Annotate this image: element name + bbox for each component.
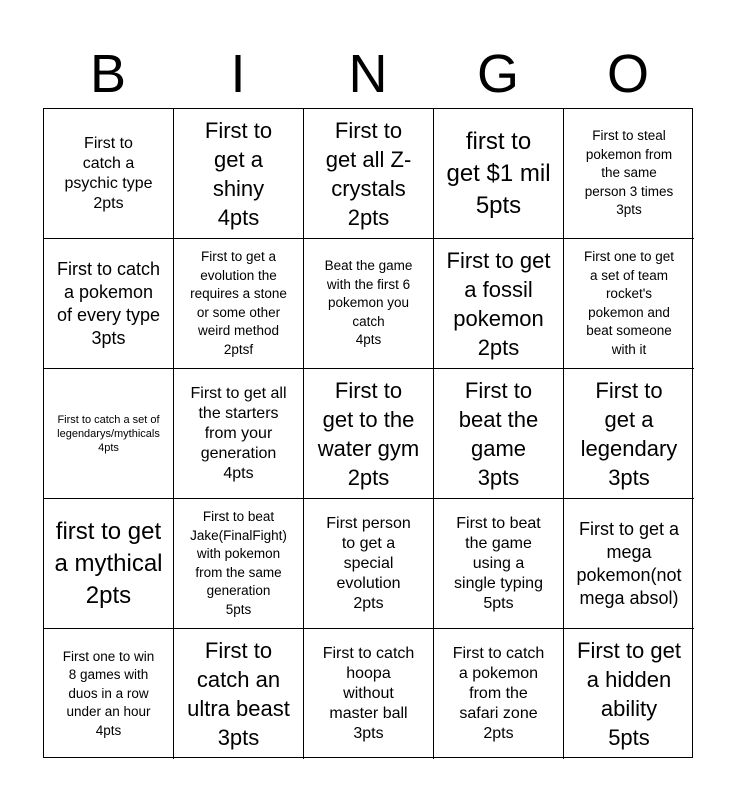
bingo-cell[interactable]: First to steal pokemon from the same person 3 times 3pts: [564, 109, 694, 239]
bingo-cell[interactable]: First one to win 8 games with duos in a row under an hour 4pts: [44, 629, 174, 759]
bingo-cell[interactable]: First to beat the game 3pts: [434, 369, 564, 499]
bingo-cell[interactable]: First to get to the water gym 2pts: [304, 369, 434, 499]
header-letter-i: I: [230, 44, 246, 104]
bingo-cell[interactable]: Beat the game with the first 6 pokemon you catch 4pts: [304, 239, 434, 369]
bingo-cell[interactable]: First to get a mega pokemon(not mega absol): [564, 499, 694, 629]
bingo-cell[interactable]: First to get a evolution the requires a stone or some other weird method 2ptsf: [174, 239, 304, 369]
bingo-cell[interactable]: First to catch a pokemon from the safari zone 2pts: [434, 629, 564, 759]
bingo-cell[interactable]: First to catch hoopa without master ball 3pts: [304, 629, 434, 759]
bingo-cell[interactable]: First to beat the game using a single typing 5pts: [434, 499, 564, 629]
bingo-cell[interactable]: First to catch a psychic type 2pts: [44, 109, 174, 239]
bingo-cell[interactable]: First to get a hidden ability 5pts: [577, 638, 681, 750]
bingo-cell[interactable]: First to catch a set of legendarys/mythicals 4pts: [44, 369, 174, 499]
bingo-cell[interactable]: first to get $1 mil 5pts: [434, 109, 564, 239]
bingo-cell[interactable]: First person to get a special evolution 2pts: [304, 499, 434, 629]
bingo-cell[interactable]: First one to get a set of team rocket's pokemon and beat someone with it: [564, 239, 694, 369]
bingo-grid: [43, 108, 693, 758]
bingo-cell[interactable]: First to get all the starters from your generation 4pts: [174, 369, 304, 499]
header-letter-o: O: [606, 44, 649, 104]
bingo-cell[interactable]: First to get a fossil pokemon 2pts: [434, 239, 564, 369]
bingo-cell[interactable]: First to beat Jake(FinalFight) with pokemon from the same generation 5pts: [174, 499, 304, 629]
bingo-cell[interactable]: First to catch an ultra beast 3pts: [174, 629, 304, 759]
header-letter-n: N: [348, 44, 388, 104]
bingo-header: [43, 40, 693, 108]
header-letter-g: G: [476, 44, 519, 104]
header-letter-b: B: [89, 44, 127, 104]
bingo-cell[interactable]: First to catch a pokemon of every type 3pts: [44, 239, 174, 369]
bingo-cell[interactable]: first to get a mythical 2pts: [44, 499, 174, 629]
bingo-cell[interactable]: First to get a shiny 4pts: [174, 109, 304, 239]
bingo-cell[interactable]: First to get a legendary 3pts: [564, 369, 694, 499]
bingo-cell[interactable]: First to get all Z- crystals 2pts: [304, 109, 434, 239]
